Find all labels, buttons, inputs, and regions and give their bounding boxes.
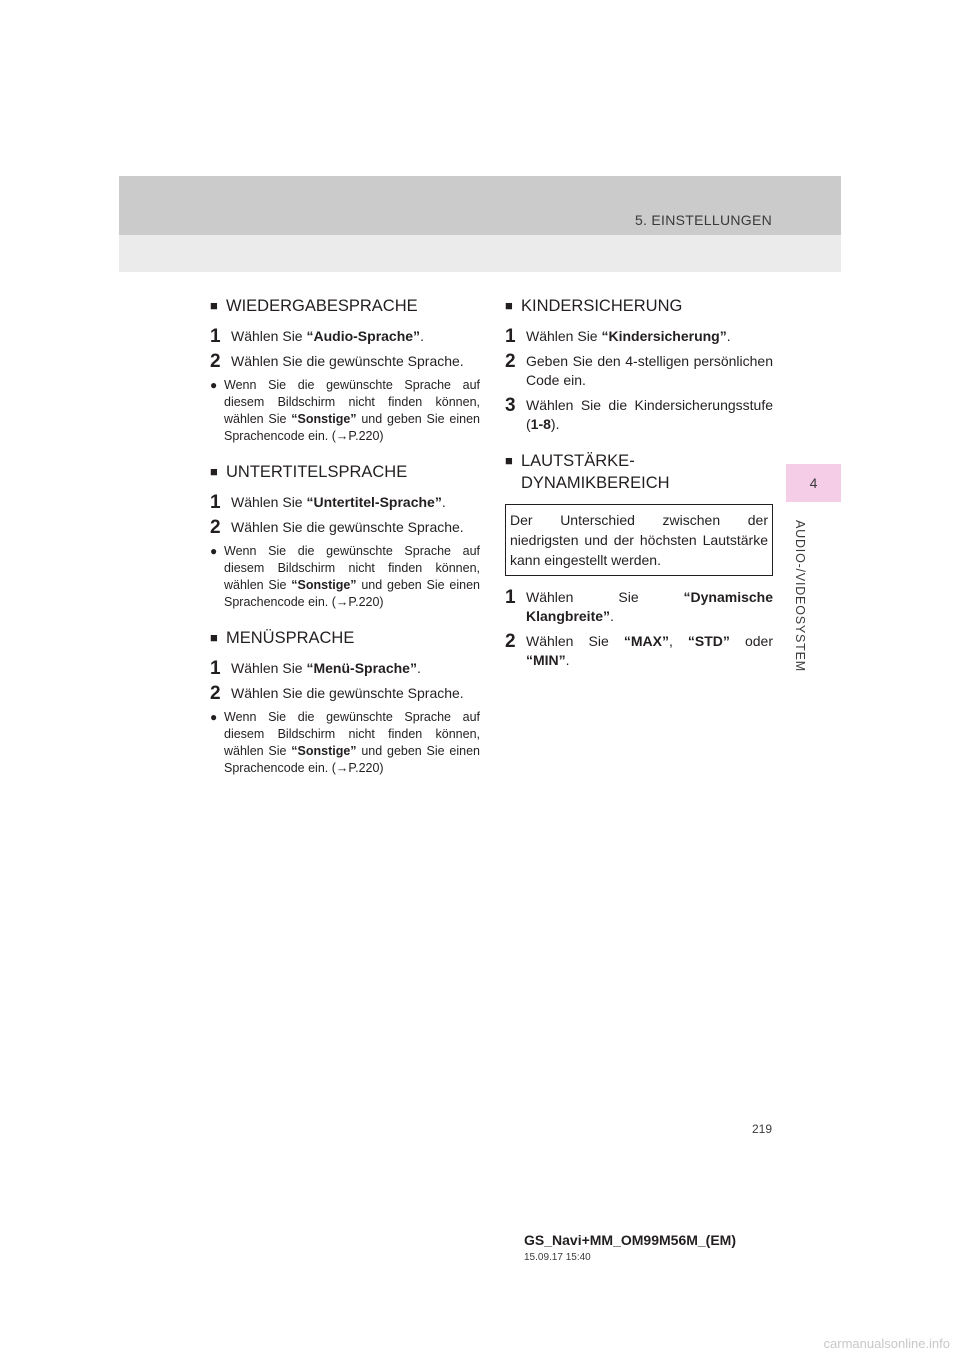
step-text: Geben Sie den 4-stelligen persönlichen Code ein. (526, 353, 773, 388)
step-number: 2 (505, 631, 516, 652)
bullet-icon: ● (210, 378, 218, 392)
step-text: Wählen Sie “Untertitel-Sprache”. (231, 494, 446, 510)
step (210, 327, 480, 346)
note-text: Wenn Sie die gewünschte Sprache auf diesem Bildschirm nicht finden können, wählen Sie “Sonstige” und geben Sie einen Sprachencode ein. (→P.220) (224, 544, 480, 609)
heading-text: WIEDERGABESPRACHE (226, 297, 418, 315)
step-number: 1 (210, 492, 221, 513)
step-text: Wählen Sie “Dynamische Klangbreite”. (526, 589, 773, 624)
step-number: 2 (210, 683, 221, 704)
step (210, 493, 480, 512)
step-text: Wählen Sie “MAX”, “STD” oder “MIN”. (526, 633, 773, 668)
step-text: Wählen Sie “Audio-Sprache”. (231, 328, 424, 344)
heading-text: MENÜSPRACHE (226, 629, 355, 647)
note-text: Wenn Sie die gewünschte Sprache auf diesem Bildschirm nicht finden können, wählen Sie “Sonstige” und geben Sie einen Sprachencode ein. (→P.220) (224, 710, 480, 775)
step (505, 327, 773, 346)
step (210, 659, 480, 678)
heading-text: LAUTSTÄRKE- DYNAMIKBEREICH (521, 452, 670, 492)
heading-untertitelsprache (210, 461, 480, 483)
step (505, 588, 773, 626)
note (210, 709, 480, 777)
left-column (210, 295, 480, 793)
page-number: 219 (751, 1122, 772, 1136)
step (505, 396, 773, 434)
step-text: Wählen Sie die gewünschte Sprache. (231, 519, 464, 535)
step-number: 3 (505, 395, 516, 416)
chapter-label: AUDIO-/VIDEOSYSTEM (793, 520, 807, 672)
info-box: Der Unterschied zwischen der niedrigsten und der höchsten Lautstärke kann eingestellt werden. (505, 504, 773, 576)
heading-lautstaerke (505, 450, 773, 494)
print-date: 15.09.17 15:40 (524, 1252, 591, 1263)
heading-kindersicherung (505, 295, 773, 317)
heading-menuesprache (210, 627, 480, 649)
step-number: 1 (210, 658, 221, 679)
square-icon: ■ (210, 630, 218, 645)
step-number: 1 (505, 326, 516, 347)
section-title: 5. EINSTELLUNGEN (634, 212, 772, 228)
document-code: GS_Navi+MM_OM99M56M_(EM) (524, 1232, 737, 1248)
step-text: Wählen Sie die gewünschte Sprache. (231, 685, 464, 701)
square-icon: ■ (210, 298, 218, 313)
square-icon: ■ (505, 453, 513, 468)
chapter-number: 4 (809, 475, 818, 491)
watermark: carmanualsonline.info (823, 1336, 950, 1351)
chapter-tab (786, 464, 841, 502)
step-number: 1 (505, 587, 516, 608)
step (210, 518, 480, 537)
heading-wiedergabesprache (210, 295, 480, 317)
step-number: 2 (505, 351, 516, 372)
heading-text: UNTERTITELSPRACHE (226, 463, 408, 481)
heading-text: KINDERSICHERUNG (521, 297, 683, 315)
step (210, 352, 480, 371)
step-text: Wählen Sie die Kindersicherungsstufe (1-8). (526, 397, 773, 432)
bullet-icon: ● (210, 544, 218, 558)
note-text: Wenn Sie die gewünschte Sprache auf diesem Bildschirm nicht finden können, wählen Sie “Sonstige” und geben Sie einen Sprachencode ein. (→P.220) (224, 378, 480, 443)
square-icon: ■ (505, 298, 513, 313)
note (210, 543, 480, 611)
header-subband (119, 235, 841, 272)
note (210, 377, 480, 445)
step-number: 2 (210, 351, 221, 372)
right-column (505, 295, 773, 676)
square-icon: ■ (210, 464, 218, 479)
step (505, 632, 773, 670)
step-text: Wählen Sie die gewünschte Sprache. (231, 353, 464, 369)
step (210, 684, 480, 703)
step-number: 2 (210, 517, 221, 538)
step-text: Wählen Sie “Menü-Sprache”. (231, 660, 421, 676)
step-text: Wählen Sie “Kindersicherung”. (526, 328, 731, 344)
bullet-icon: ● (210, 710, 218, 724)
step-number: 1 (210, 326, 221, 347)
step (505, 352, 773, 390)
